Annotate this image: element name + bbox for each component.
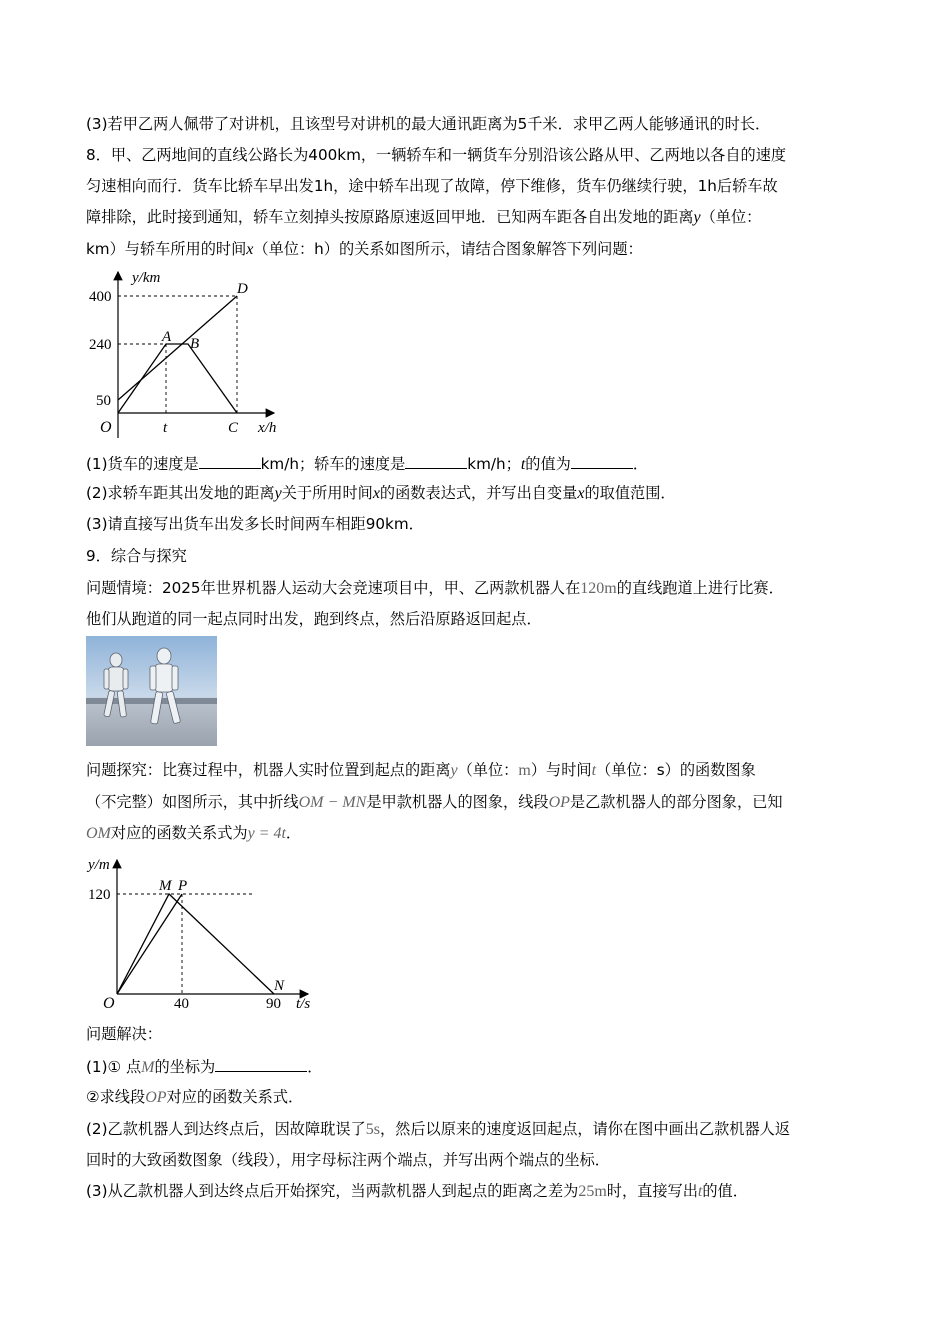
var-y: y xyxy=(693,209,701,226)
answer-blank-t[interactable] xyxy=(571,452,633,469)
q8-point-D: D xyxy=(237,281,248,297)
var-x: x xyxy=(372,485,380,502)
math-120m: 120m xyxy=(580,580,617,597)
q9-exp3-a: 对应的函数关系式为 xyxy=(110,824,248,842)
q8-line3-end: （单位： xyxy=(700,208,762,226)
q8-line3-text: 障排除，此时接到通知，轿车立刻掉头按原路原速返回甲地．已知两车距各自出发地的距离 xyxy=(86,208,694,226)
q9-s1-a: (1)① 点 xyxy=(86,1058,142,1076)
q9-s3-b: 时，直接写出 xyxy=(606,1182,698,1200)
q9-s3-a: (3)从乙款机器人到达终点后开始探究，当两款机器人到起点的距离之差为 xyxy=(86,1182,579,1200)
q8-xtick-C: C xyxy=(228,420,239,436)
q8-truck-line xyxy=(118,296,237,400)
q8-point-A: A xyxy=(162,329,172,345)
q9-origin: O xyxy=(103,995,115,1012)
q8-p1-d: 的值为 xyxy=(525,455,571,473)
math-M: M xyxy=(141,1059,155,1076)
q8-origin: O xyxy=(100,419,112,436)
q8-p2-c: 的函数表达式，并写出自变量 xyxy=(379,484,578,502)
q8-ylabel: y/km xyxy=(132,270,161,286)
q9-solve-1a xyxy=(86,1055,322,1078)
q8-part3: (3)请直接写出货车出发多长时间两车相距90km． xyxy=(86,515,424,533)
q8-p1-a: (1)货车的速度是 xyxy=(86,455,199,473)
q9-explore-line1 xyxy=(86,760,756,781)
q9-s2-b: ，然后以原来的速度返回起点，请你在图中画出乙款机器人返 xyxy=(379,1120,790,1138)
q9-title: 9．综合与探究 xyxy=(86,547,187,565)
q8-line4 xyxy=(86,239,643,260)
var-y: y xyxy=(450,762,458,779)
q8-p1-b: km/h；轿车的速度是 xyxy=(260,455,406,473)
math-OP: OP xyxy=(145,1089,167,1106)
q8-line1: 8．甲、乙两地间的直线公路长为400km，一辆轿车和一辆货车分别沿该公路从甲、乙两地以各自的速度 xyxy=(86,146,787,164)
q9-exp2-a: （不完整）如图所示，其中折线 xyxy=(86,793,299,811)
q9-s1-b: 的坐标为 xyxy=(154,1058,216,1076)
var-t: t xyxy=(520,456,526,473)
q8-part2 xyxy=(86,483,676,504)
q8-line4-a: km）与轿车所用的时间 xyxy=(86,240,247,258)
q8-xtick-t: t xyxy=(163,420,168,436)
q8-line3 xyxy=(86,207,761,228)
q9-exp-b: （单位： xyxy=(457,761,519,779)
q8-line4-b: （单位：h）的关系如图所示，请结合图象解答下列问题： xyxy=(253,240,643,258)
q8-p2-d: 的取值范围． xyxy=(584,484,676,502)
math-5s: 5s xyxy=(365,1121,380,1138)
q9-s1b-b: 对应的函数关系式． xyxy=(166,1088,304,1106)
q9-exp-d: （单位：s）的函数图象 xyxy=(596,761,756,779)
q8-ytick-240: 240 xyxy=(89,337,112,353)
q8-ytick-50: 50 xyxy=(96,393,111,409)
q9-sit-b: 的直线跑道上进行比赛． xyxy=(616,579,784,597)
var-t: t xyxy=(697,1183,703,1200)
q9-situation-line2: 他们从跑道的同一起点同时出发，跑到终点，然后沿原路返回起点． xyxy=(86,610,542,628)
q8-line2: 匀速相向而行．货车比轿车早出发1h，途中轿车出现了故障，停下维修，货车仍继续行驶，1h后轿车故 xyxy=(86,177,778,195)
q9-s3-c: 的值． xyxy=(702,1182,748,1200)
q9-point-N: N xyxy=(274,978,285,994)
q8-p2-b: 关于所用时间 xyxy=(281,484,373,502)
q9-exp-a: 问题探究：比赛过程中，机器人实时位置到起点的距离 xyxy=(86,761,451,779)
q9-ylabel: y/m xyxy=(88,857,110,873)
q9-solve-3 xyxy=(86,1181,748,1202)
q9-ytick-120: 120 xyxy=(88,887,111,903)
q9-solve-title: 问题解决： xyxy=(86,1025,162,1043)
q8-p2-a: (2)求轿车距其出发地的距离 xyxy=(86,484,275,502)
q9-solve-1b xyxy=(86,1087,303,1108)
var-x: x xyxy=(577,485,585,502)
q9-solve-2-line2: 回时的大致函数图象（线段），用字母标注两个端点，并写出两个端点的坐标． xyxy=(86,1151,610,1169)
q9-explore-line3 xyxy=(86,823,301,844)
q9-exp2-c: 是乙款机器人的部分图象，已知 xyxy=(569,793,783,811)
q9-solve-2-line1 xyxy=(86,1119,790,1140)
var-y: y xyxy=(274,485,282,502)
q8-xlabel: x/h xyxy=(258,420,277,436)
q8-p1-c: km/h； xyxy=(467,455,521,473)
answer-blank-truck-speed[interactable] xyxy=(199,452,261,469)
q8-p1-e: ． xyxy=(632,455,649,473)
q9-graph xyxy=(86,852,326,1014)
q8-point-B: B xyxy=(190,336,200,352)
math-25m: 25m xyxy=(578,1183,607,1200)
math-y-4t: y = 4t xyxy=(247,825,286,842)
q8-graph xyxy=(86,266,296,446)
q9-exp-c: ）与时间 xyxy=(530,761,592,779)
q9-s2-a: (2)乙款机器人到达终点后，因故障耽误了 xyxy=(86,1120,366,1138)
q9-xtick-40: 40 xyxy=(174,996,189,1012)
q9-s1-c: ． xyxy=(307,1058,323,1076)
q9-point-M: M xyxy=(159,878,172,894)
q9-s1b-a: ②求线段 xyxy=(86,1088,146,1106)
q8-car-line xyxy=(118,344,237,413)
answer-blank-car-speed[interactable] xyxy=(405,452,467,469)
q8-part1 xyxy=(86,452,648,475)
q9-point-P: P xyxy=(178,878,188,894)
q9-situation-line1 xyxy=(86,578,784,599)
q8-ytick-400: 400 xyxy=(89,289,112,305)
robot-race-photo xyxy=(86,636,217,746)
q7-part3: (3)若甲乙两人佩带了对讲机，且该型号对讲机的最大通讯距离为5千米．求甲乙两人能够通讯的时长． xyxy=(86,115,771,133)
answer-blank-M-coordinate[interactable] xyxy=(215,1055,307,1072)
q9-sit-a: 问题情境：2025年世界机器人运动大会竞速项目中，甲、乙两款机器人在 xyxy=(86,579,581,597)
q9-explore-line2 xyxy=(86,792,783,813)
q9-xtick-90: 90 xyxy=(266,996,281,1012)
math-om-mn: OM − MN xyxy=(298,794,367,811)
var-x: x xyxy=(246,241,254,258)
q9-exp3-b: ． xyxy=(285,824,302,842)
var-t: t xyxy=(591,762,597,779)
q9-robot-a-line xyxy=(117,894,274,994)
math-op: OP xyxy=(548,794,570,811)
q9-robot-b-line xyxy=(117,894,182,994)
q9-xlabel: t/s xyxy=(296,996,311,1012)
q9-exp2-b: 是甲款机器人的图象，线段 xyxy=(366,793,549,811)
unit-m: m xyxy=(518,762,531,779)
math-om: OM xyxy=(86,825,111,842)
